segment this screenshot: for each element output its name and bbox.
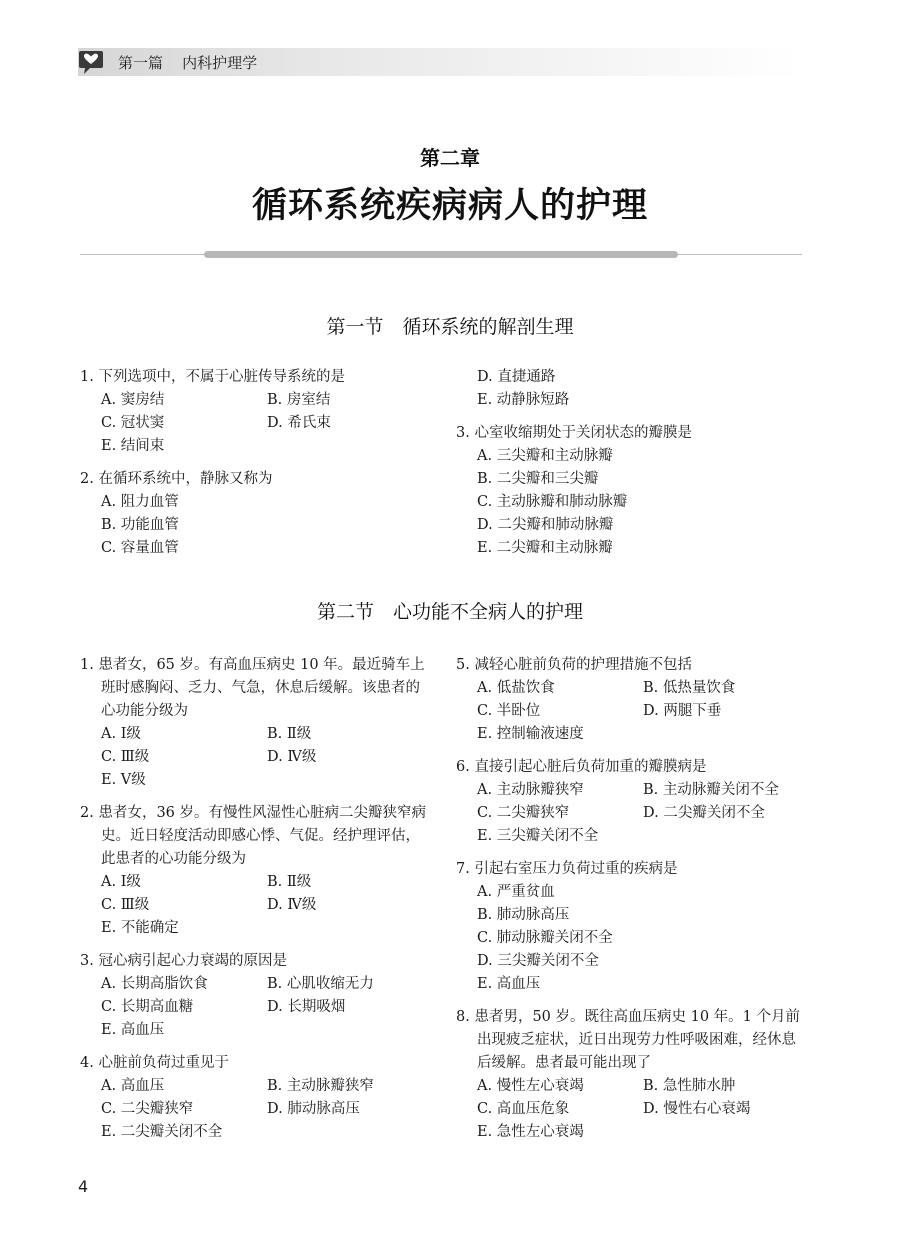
answer-option: E. 二尖瓣和主动脉瓣 xyxy=(477,540,613,556)
question-stem: 5. 减轻心脏前负荷的护理措施不包括 xyxy=(456,657,692,673)
option-list xyxy=(456,779,806,848)
answer-option: A. 低盐饮食 xyxy=(477,680,555,696)
answer-option: B. Ⅱ级 xyxy=(267,726,312,742)
running-header-text xyxy=(118,52,257,73)
answer-option: D. 肺动脉高压 xyxy=(267,1101,360,1117)
option-list xyxy=(80,723,430,792)
answer-option: C. 容量血管 xyxy=(101,540,179,556)
chapter-label: 第二章 xyxy=(420,146,480,170)
question-item xyxy=(80,654,430,792)
page-number: 4 xyxy=(78,1177,89,1196)
answer-option: C. 高血压危象 xyxy=(477,1101,570,1117)
answer-option: B. 急性肺水肿 xyxy=(643,1078,736,1094)
answer-option: C. 二尖瓣狭窄 xyxy=(477,805,570,821)
answer-option: A. Ⅰ级 xyxy=(101,874,141,890)
answer-option: C. 二尖瓣狭窄 xyxy=(101,1101,194,1117)
answer-option: A. 窦房结 xyxy=(101,392,165,408)
question-item xyxy=(456,858,806,996)
answer-option: D. 两腿下垂 xyxy=(643,703,722,719)
answer-option: B. 肺动脉高压 xyxy=(477,907,570,923)
option-list xyxy=(456,677,806,746)
question-item xyxy=(456,654,806,746)
answer-option: B. 心肌收缩无力 xyxy=(267,976,374,992)
question-item xyxy=(456,422,806,560)
answer-option: D. 慢性右心衰竭 xyxy=(643,1101,751,1117)
answer-option: B. 主动脉瓣关闭不全 xyxy=(643,782,779,798)
option-list xyxy=(80,1075,430,1144)
option-list xyxy=(456,1075,806,1144)
part-label: 第一篇 xyxy=(118,54,164,72)
answer-option: D. Ⅳ级 xyxy=(267,749,317,765)
answer-option: E. 控制输液速度 xyxy=(477,726,584,742)
question-item xyxy=(456,756,806,848)
question-stem: 2. 在循环系统中，静脉又称为 xyxy=(80,471,273,487)
answer-option: B. Ⅱ级 xyxy=(267,874,312,890)
answer-option: C. 半卧位 xyxy=(477,703,541,719)
answer-option: E. 高血压 xyxy=(101,1022,165,1038)
answer-option: E. 动静脉短路 xyxy=(477,392,570,408)
answer-option: E. Ⅴ级 xyxy=(101,772,146,788)
answer-option: D. 三尖瓣关闭不全 xyxy=(477,953,599,969)
question-item xyxy=(80,1052,430,1144)
question-item xyxy=(80,366,430,458)
question-item xyxy=(456,1006,806,1144)
answer-option: E. 急性左心衰竭 xyxy=(477,1124,584,1140)
answer-option: A. 慢性左心衰竭 xyxy=(477,1078,584,1094)
answer-option: B. 房室结 xyxy=(267,392,331,408)
answer-option: A. 严重贫血 xyxy=(477,884,555,900)
answer-option: D. Ⅳ级 xyxy=(267,897,317,913)
question-stem: 4. 心脏前负荷过重见于 xyxy=(80,1055,229,1071)
question-stem: 3. 心室收缩期处于关闭状态的瓣膜是 xyxy=(456,425,692,441)
question-stem: 2. 患者女，36 岁。有慢性风湿性心脏病二尖瓣狭窄病史。近日轻度活动即感心悸、气促。经护理评估，此患者的心功能分级为 xyxy=(80,805,427,867)
answer-option: E. 高血压 xyxy=(477,976,541,992)
answer-option: B. 二尖瓣和三尖瓣 xyxy=(477,471,599,487)
option-list xyxy=(80,973,430,1042)
option-list xyxy=(80,871,430,940)
section-title-2: 第二节 心功能不全病人的护理 xyxy=(316,601,583,623)
answer-option: E. 二尖瓣关闭不全 xyxy=(101,1124,223,1140)
option-list xyxy=(456,445,806,560)
question-stem: 1. 患者女，65 岁。有高血压病史 10 年。最近骑车上班时感胸闷、乏力、气急，休息后缓解。该患者的心功能分级为 xyxy=(80,657,425,719)
question-stem: 7. 引起右室压力负荷过重的疾病是 xyxy=(456,861,678,877)
part-title: 内科护理学 xyxy=(182,54,258,72)
section-2-left-column xyxy=(80,654,430,1144)
answer-option: A. 长期高脂饮食 xyxy=(101,976,208,992)
section-1-left-column xyxy=(80,366,430,560)
answer-option: A. 主动脉瓣狭窄 xyxy=(477,782,584,798)
answer-option: C. 肺动脉瓣关闭不全 xyxy=(477,930,613,946)
answer-option: C. Ⅲ级 xyxy=(101,897,150,913)
option-list xyxy=(456,366,806,412)
question-stem: 3. 冠心病引起心力衰竭的原因是 xyxy=(80,953,287,969)
option-list xyxy=(456,881,806,996)
answer-option: D. 希氏束 xyxy=(267,415,331,431)
answer-option: D. 二尖瓣关闭不全 xyxy=(643,805,765,821)
answer-option: A. 三尖瓣和主动脉瓣 xyxy=(477,448,613,464)
question-stem: 8. 患者男，50 岁。既往高血压病史 10 年。1 个月前出现疲乏症状，近日出现劳力性呼吸困难，经休息后缓解。患者最可能出现了 xyxy=(456,1009,801,1071)
question-item xyxy=(80,802,430,940)
answer-option: B. 主动脉瓣狭窄 xyxy=(267,1078,374,1094)
chapter-title: 循环系统疾病病人的护理 xyxy=(251,186,648,226)
answer-option: A. 阻力血管 xyxy=(101,494,179,510)
running-header xyxy=(78,48,802,76)
answer-option: A. Ⅰ级 xyxy=(101,726,141,742)
question-stem: 6. 直接引起心脏后负荷加重的瓣膜病是 xyxy=(456,759,707,775)
section-1-right-column xyxy=(456,366,806,560)
option-list xyxy=(80,491,430,560)
question-stem: 1. 下列选项中，不属于心脏传导系统的是 xyxy=(80,369,345,385)
question-item xyxy=(80,468,430,560)
answer-option: C. 长期高血糖 xyxy=(101,999,194,1015)
question-item xyxy=(456,366,806,412)
speech-bubble-icon xyxy=(78,48,104,76)
option-list xyxy=(80,389,430,458)
answer-option: B. 低热量饮食 xyxy=(643,680,736,696)
answer-option: C. 主动脉瓣和肺动脉瓣 xyxy=(477,494,628,510)
answer-option: D. 长期吸烟 xyxy=(267,999,346,1015)
answer-option: A. 高血压 xyxy=(101,1078,165,1094)
answer-option: D. 直捷通路 xyxy=(477,369,556,385)
answer-option: E. 结间束 xyxy=(101,438,165,454)
answer-option: C. Ⅲ级 xyxy=(101,749,150,765)
answer-option: E. 不能确定 xyxy=(101,920,179,936)
section-2-right-column xyxy=(456,654,806,1144)
answer-option: E. 三尖瓣关闭不全 xyxy=(477,828,599,844)
answer-option: B. 功能血管 xyxy=(101,517,179,533)
answer-option: D. 二尖瓣和肺动脉瓣 xyxy=(477,517,614,533)
section-title-1: 第一节 循环系统的解剖生理 xyxy=(326,316,574,338)
answer-option: C. 冠状窦 xyxy=(101,415,165,431)
title-bar xyxy=(204,251,678,258)
question-item xyxy=(80,950,430,1042)
